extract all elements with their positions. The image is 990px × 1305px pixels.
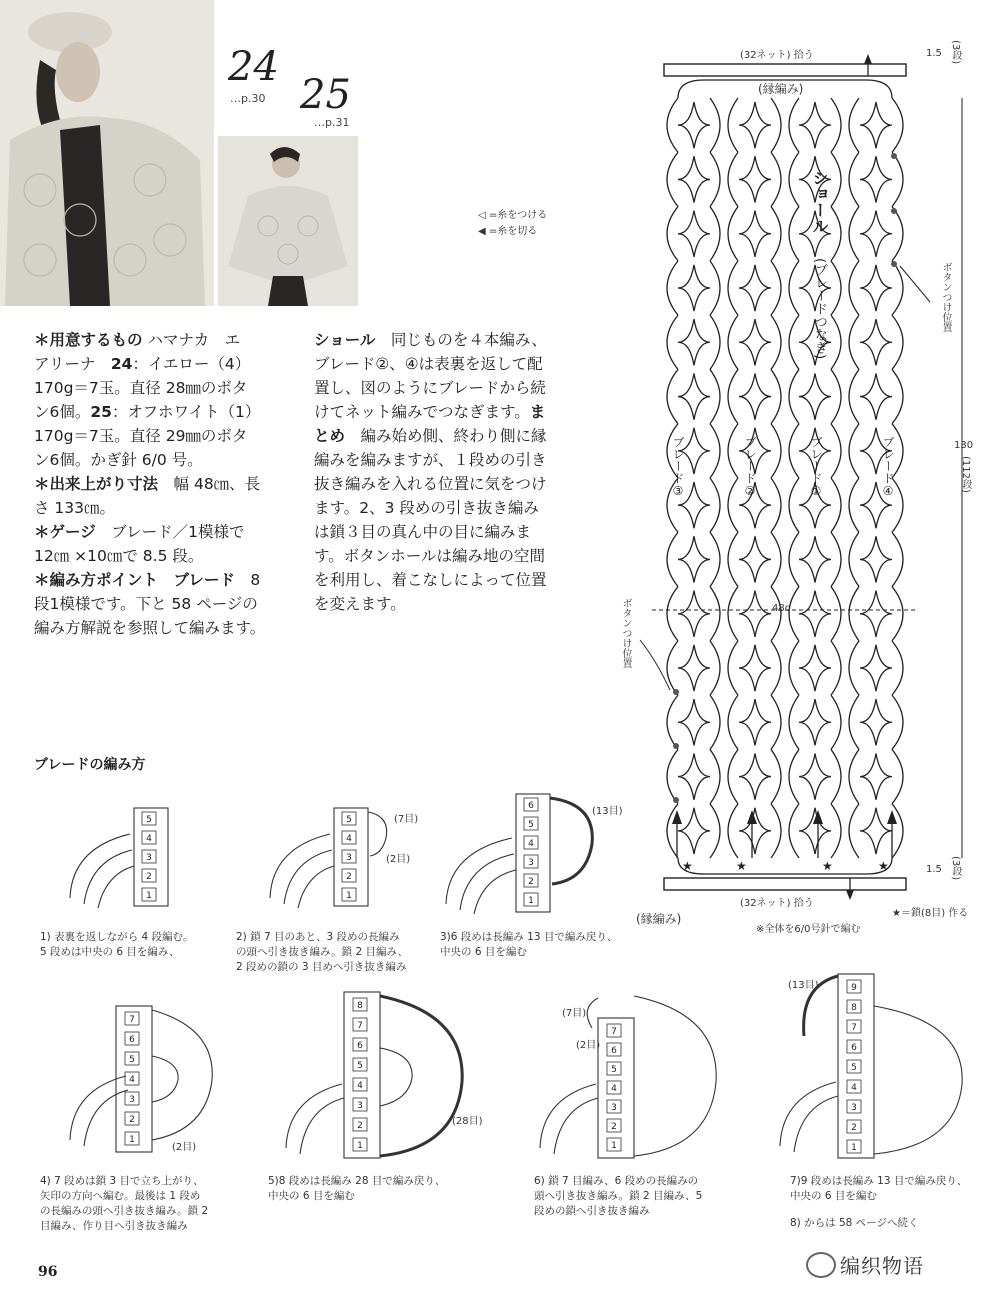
- row-number: 4: [851, 1083, 857, 1093]
- row-number: 5: [851, 1063, 857, 1073]
- row-number: 6: [851, 1043, 857, 1053]
- row-number: 7: [129, 1015, 135, 1025]
- chart-line: [678, 858, 892, 874]
- legend-attach: ◁ =糸をつける: [478, 210, 548, 221]
- row-number: 5: [146, 815, 152, 825]
- model-photo-25: [218, 136, 358, 306]
- row-number: 3: [528, 858, 534, 868]
- chart4-label-2: (2目): [172, 1142, 197, 1153]
- bottom-edge-label: (縁編み): [636, 912, 682, 926]
- braid-1-label: ブレード①: [809, 436, 823, 498]
- row-number: 3: [611, 1103, 617, 1113]
- watermark-logo-icon: [806, 1252, 836, 1278]
- row-number: 2: [146, 872, 152, 882]
- row-number: 7: [357, 1021, 363, 1031]
- needle-note: ※全体を6/0号針で編む: [756, 924, 861, 935]
- row-number: 5: [611, 1065, 617, 1075]
- row-number: 2: [346, 872, 352, 882]
- row-number: 6: [528, 801, 534, 811]
- materials-block: ＊用意するもの ハマナカ エ アリーナ 24：イエロー（4） 170g＝7玉。直径 28㎜のボタ ン6個。25：オフホワイト（1） 170g＝7玉。直径 29㎜のボタ ン6個。かぎ針 6/0 号。 ＊出来上がり寸法 幅 48㎝、長 さ 133㎝。 ＊ゲージ ブレード／1模様で 12㎝ ×10㎝で 8.5 段。 ＊編み方ポイント ブレード 8 段1模様です。下と 58 ページの 編み方解説を参照して編みます。: [34, 331, 266, 637]
- svg-text:★: ★: [878, 859, 889, 873]
- step-2: 2) 鎖 7 目のあと、3 段めの長編み の頭へ引き抜き編み。鎖 2 目編み、 2 段めの鎖の 3 目めへ引き抜き編み: [236, 931, 409, 973]
- rows-bottom-b: (3段): [950, 856, 961, 881]
- row-number: 6: [611, 1046, 617, 1056]
- step-3: 3)6 段めは長編み 13 目で編み戻り、 中央の 6 目を編む: [440, 931, 618, 958]
- row-number: 5: [346, 815, 352, 825]
- model-photo-24: [0, 0, 214, 306]
- braid-section-title: ブレードの編み方: [34, 757, 146, 773]
- row-number: 3: [357, 1101, 363, 1111]
- step-7: 7)9 段めは長編み 13 目で編み戻り、 中央の 6 目を編む: [790, 1175, 968, 1202]
- chart2-label-7: (7目): [394, 814, 419, 825]
- chart3-label-13: (13目): [592, 806, 623, 817]
- row-number: 5: [528, 820, 534, 830]
- rows-bottom-a: 1.5: [926, 864, 942, 875]
- top-pickup-label: (32ネット) 拾う: [740, 50, 814, 61]
- step-8: 8) からは 58 ページへ続く: [790, 1217, 919, 1229]
- step-5: 5)8 段めは長編み 28 目で編み戻り、 中央の 6 目を編む: [268, 1175, 446, 1202]
- braid-2-label: ブレード②: [743, 436, 757, 498]
- watermark-text: 编织物语: [840, 1254, 924, 1278]
- pattern-number-25: 25: [300, 72, 351, 118]
- rows-top-a: 1.5: [926, 48, 942, 59]
- row-number: 2: [129, 1115, 135, 1125]
- row-number: 2: [357, 1121, 363, 1131]
- chart-line: [710, 98, 738, 858]
- rows-top-b: (3段): [950, 40, 961, 65]
- svg-text:★: ★: [822, 859, 833, 873]
- row-number: 9: [851, 983, 857, 993]
- length-b: (112段): [960, 456, 971, 493]
- row-number: 4: [357, 1081, 363, 1091]
- page-number: 96: [38, 1264, 58, 1280]
- row-number: 1: [611, 1141, 617, 1151]
- row-number: 6: [357, 1041, 363, 1051]
- diagram-subtitle: (ブレードつなぎ): [812, 258, 827, 360]
- step-4: 4) 7 段めは鎖 3 目で立ち上がり、 矢印の方向へ編む。最後は 1 段め の長編みの頭へ引き抜き編み。鎖 2 目編み、作り目へ引き抜き編み: [40, 1175, 209, 1232]
- braid-3-label: ブレード③: [671, 436, 685, 498]
- row-number: 3: [851, 1103, 857, 1113]
- row-number: 4: [129, 1075, 135, 1085]
- button-position-left: ボタンつけ位置: [620, 598, 631, 668]
- row-number: 5: [129, 1055, 135, 1065]
- chart6-label-7: (7目): [562, 1008, 587, 1019]
- button-position-right: ボタンつけ位置: [940, 262, 951, 332]
- bottom-pickup-label: (32ネット) 拾う: [740, 898, 814, 909]
- row-number: 4: [146, 834, 152, 844]
- width-label: 48c: [772, 603, 791, 614]
- row-number: 2: [611, 1122, 617, 1132]
- row-number: 1: [357, 1141, 363, 1151]
- materials-heading: ＊用意するもの: [34, 331, 143, 349]
- shawl-instructions: ショール 同じものを４本編み、 ブレード②、④は表裏を返して配 置し、図のようにブレードから続 けてネット編みでつなぎます。ま とめ 編み始め側、終わり側に縁 編みを編みますが、１段めの引き 抜き編みを入れる位置に気をつけ ます。2、3 段めの引き抜き編み は鎖３目の真ん中の目に編みま す。ボタンホールは編み地の空間 を利用し、着こなしによって位置 を変えます。: [314, 331, 547, 613]
- braid-chart-7: [770, 966, 980, 1166]
- row-number: 1: [528, 896, 534, 906]
- row-number: 6: [129, 1035, 135, 1045]
- row-number: 1: [129, 1135, 135, 1145]
- svg-text:★: ★: [682, 859, 693, 873]
- row-number: 8: [851, 1003, 857, 1013]
- braid-chart-5: [266, 988, 486, 1168]
- star-note: ★＝鎖(8目) 作る: [892, 908, 969, 919]
- row-number: 1: [146, 891, 152, 901]
- chart-line: [831, 98, 859, 858]
- step-1: 1) 表裏を返しながら 4 段編む。 5 段めは中央の 6 目を編み、: [40, 931, 194, 958]
- row-number: 3: [346, 853, 352, 863]
- shawl-heading: ショール: [314, 331, 376, 349]
- legend-cut: ◀ =糸を切る: [478, 226, 538, 237]
- row-number: 3: [146, 853, 152, 863]
- chart5-label-28: (28目): [452, 1116, 483, 1127]
- pattern-ref-25: …p.31: [314, 116, 350, 129]
- braid-4-label: ブレード④: [881, 436, 895, 498]
- row-number: 1: [346, 891, 352, 901]
- row-number: 7: [851, 1023, 857, 1033]
- point-heading: ＊編み方ポイント ブレード: [34, 571, 235, 589]
- chart7-label-13: (13目): [788, 980, 819, 991]
- length-a: 130: [954, 440, 974, 451]
- top-edge-label: (縁編み): [758, 82, 804, 96]
- gauge-heading: ＊ゲージ: [34, 523, 96, 541]
- chart2-label-2: (2目): [386, 854, 411, 865]
- pattern-number-24: 24: [228, 44, 279, 90]
- row-number: 5: [357, 1061, 363, 1071]
- row-number: 8: [357, 1001, 363, 1011]
- row-number: 2: [528, 877, 534, 887]
- row-number: 2: [851, 1123, 857, 1133]
- chart6-label-2: (2目): [576, 1040, 601, 1051]
- row-number: 4: [611, 1084, 617, 1094]
- row-number: 7: [611, 1027, 617, 1037]
- size-heading: ＊出来上がり寸法: [34, 475, 159, 493]
- diagram-title: ショール: [810, 170, 829, 234]
- svg-text:★: ★: [736, 859, 747, 873]
- braid-chart-3: [436, 788, 616, 924]
- shawl-diagram: [600, 40, 985, 930]
- braid-chart-4: [40, 1000, 240, 1160]
- chart-line: [771, 98, 799, 858]
- row-number: 4: [346, 834, 352, 844]
- braid-chart-1: [60, 798, 190, 918]
- row-number: 3: [129, 1095, 135, 1105]
- row-number: 1: [851, 1143, 857, 1153]
- pattern-ref-24: …p.30: [230, 92, 266, 105]
- row-number: 4: [528, 839, 534, 849]
- step-6: 6) 鎖 7 目編み、6 段めの長編みの 頭へ引き抜き編み。鎖 2 目編み、5 段めの鎖へ引き抜き編み: [534, 1175, 703, 1217]
- braid-chart-6: [520, 988, 740, 1168]
